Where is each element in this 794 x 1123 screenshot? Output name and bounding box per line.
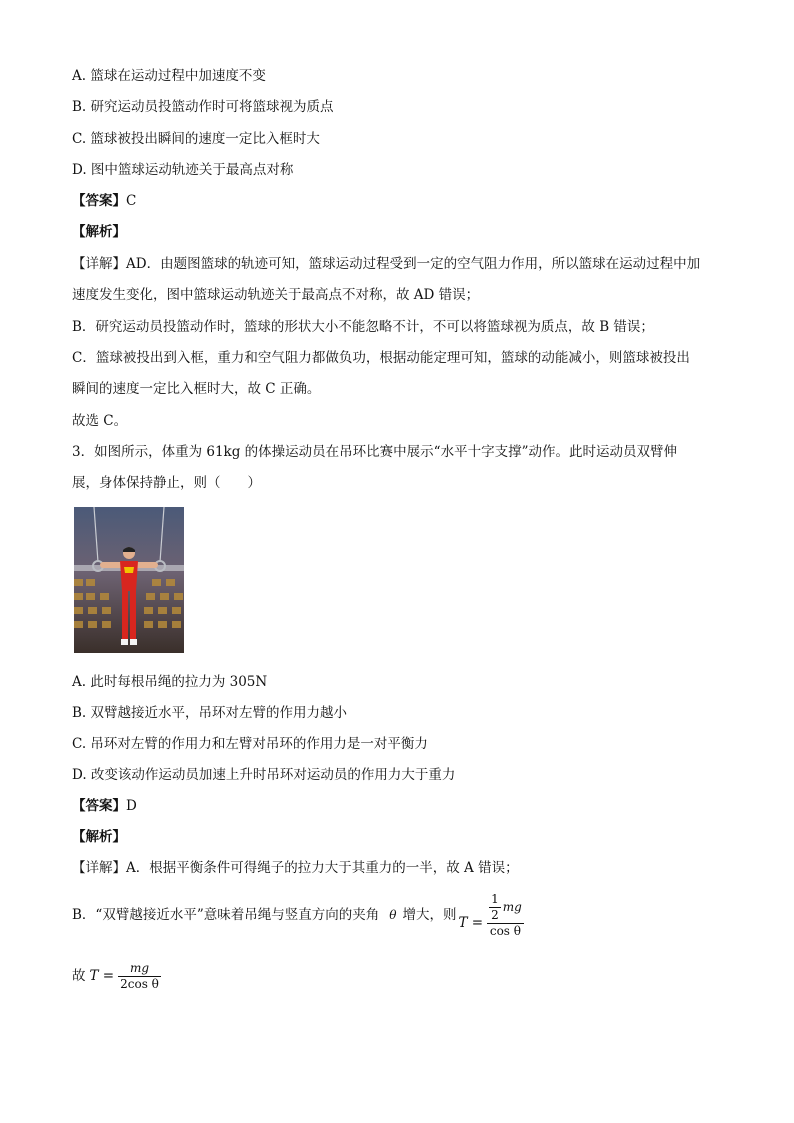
- formula-1-fraction: [487, 892, 524, 939]
- formula-1-lhs: T =: [458, 915, 484, 931]
- q3-option-b: B. 双臂越接近水平，吊环对左臂的作用力越小: [72, 705, 348, 721]
- detail-b-text: B．“双臂越接近水平”意味着吊绳与竖直方向的夹角: [72, 907, 380, 923]
- q2-option-d: D. 图中篮球运动轨迹关于最高点对称: [72, 162, 294, 178]
- q3-stem-line-1: 3．如图所示，体重为 61kg 的体操运动员在吊环比赛中展示“水平十字支撑”动作。此时运动员双臂伸: [72, 444, 677, 460]
- formula-1-mg: mg: [502, 899, 522, 914]
- formula-1-numerator: [487, 892, 524, 924]
- formula-2-lhs: T =: [89, 968, 115, 984]
- answer-value: D: [126, 798, 137, 814]
- theta-symbol: θ: [389, 908, 397, 922]
- q3-option-c: C. 吊环对左臂的作用力和左臂对吊环的作用力是一对平衡力: [72, 736, 428, 752]
- q2-analysis-tag: [72, 223, 126, 241]
- answer-tag: 【答案】: [72, 193, 126, 209]
- q3-detail-b: [72, 886, 524, 944]
- answer-value: C: [126, 193, 137, 209]
- detail-text: A．根据平衡条件可得绳子的拉力大于其重力的一半，故 A 错误；: [126, 860, 519, 876]
- q2-answer: [72, 192, 136, 210]
- q3-answer: [72, 797, 137, 815]
- formula-2-numerator: mg: [118, 961, 161, 977]
- q2-option-a: A. 篮球在运动过程中加速度不变: [72, 68, 266, 84]
- answer-tag: 【答案】: [72, 798, 126, 814]
- gymnast-photo: [74, 507, 184, 653]
- half-fraction: [489, 892, 501, 923]
- analysis-tag: 【解析】: [72, 224, 126, 240]
- half-denominator: 2: [491, 907, 499, 922]
- tension-formula-1: [458, 892, 523, 939]
- formula-2-denominator: 2cos θ: [120, 976, 159, 991]
- q3-option-a: A. 此时每根吊绳的拉力为 305N: [72, 674, 268, 690]
- q2-detail-line-5: 瞬间的速度一定比入框时大，故 C 正确。: [72, 381, 321, 397]
- formula-2-fraction: [118, 961, 161, 992]
- q2-detail-line-4: C．篮球被投出到入框，重力和空气阻力都做负功，根据动能定理可知，篮球的动能减小，则篮球被投出: [72, 350, 690, 366]
- q2-conclusion: 故选 C。: [72, 413, 128, 429]
- q2-detail-line-3: B．研究运动员投篮动作时，篮球的形状大小不能忽略不计，不可以将篮球视为质点，故 B 错误；: [72, 319, 654, 335]
- q2-detail-line-1: [72, 255, 700, 273]
- q2-option-c: C. 篮球被投出瞬间的速度一定比入框时大: [72, 131, 320, 147]
- q3-analysis-tag: [72, 828, 126, 846]
- detail-b-text-2: 增大，则: [402, 907, 457, 923]
- analysis-tag: 【解析】: [72, 829, 126, 845]
- q3-stem-line-2: 展，身体保持静止，则（ ）: [72, 475, 261, 491]
- conclusion-prefix: 故: [72, 968, 86, 984]
- q3-detail-a: [72, 859, 519, 877]
- q2-detail-line-2: 速度发生变化，图中篮球运动轨迹关于最高点不对称，故 AD 错误；: [72, 287, 480, 303]
- q2-option-b: B. 研究运动员投篮动作时可将篮球视为质点: [72, 99, 334, 115]
- half-numerator: 1: [491, 891, 499, 906]
- formula-1-denominator: cos θ: [489, 923, 521, 938]
- q3-conclusion: [72, 956, 161, 996]
- q3-option-d: D. 改变该动作运动员加速上升时吊环对运动员的作用力大于重力: [72, 767, 456, 783]
- detail-tag: 【详解】: [72, 256, 126, 272]
- detail-tag: 【详解】: [72, 860, 126, 876]
- detail-text: AD．由题图篮球的轨迹可知，篮球运动过程受到一定的空气阻力作用，所以篮球在运动过程中加: [126, 256, 701, 272]
